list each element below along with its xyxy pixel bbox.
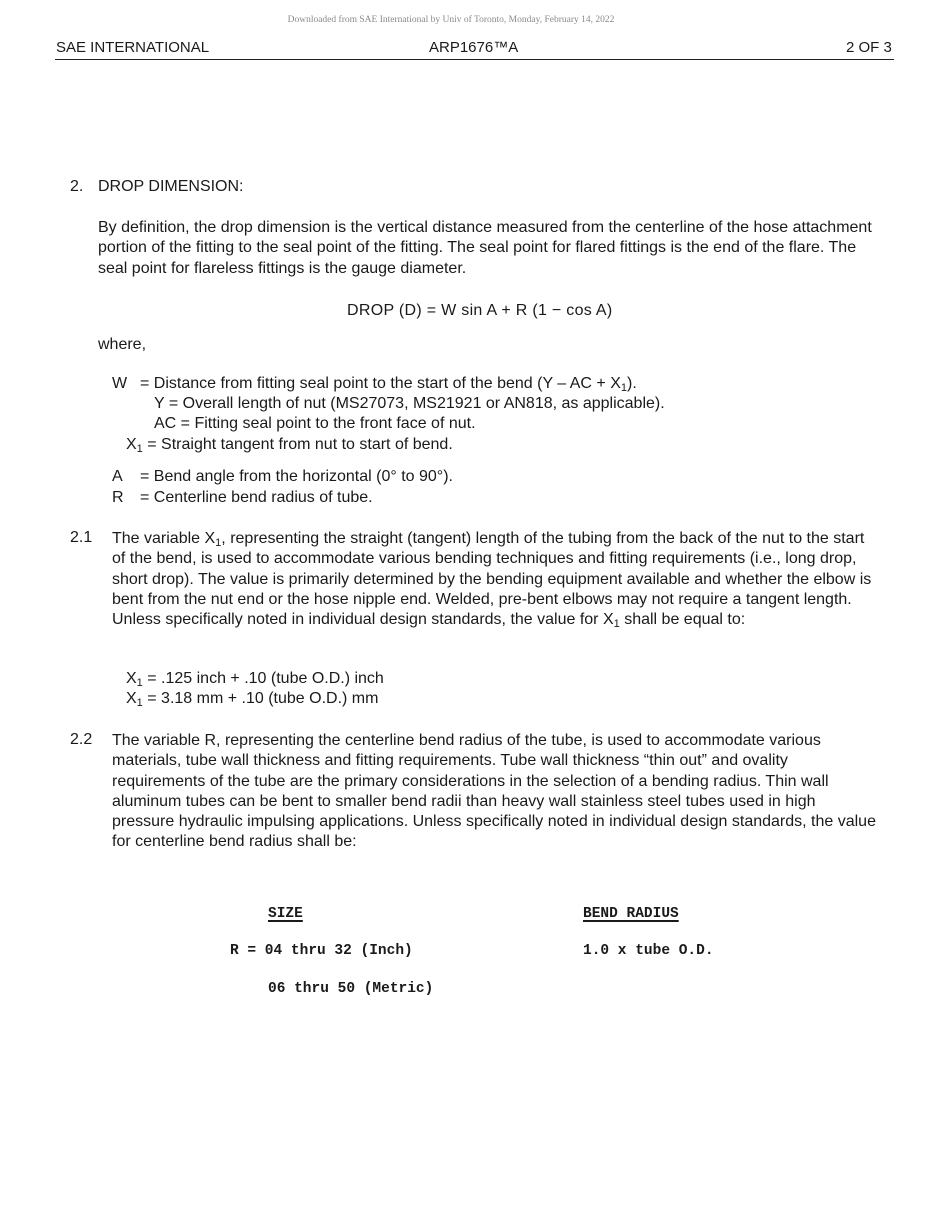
definition-paragraph: By definition, the drop dimension is the vertical distance measured from the centerline of the hose attachment portion of the fitting to the seal point of the fitting. The seal point for flared fittings is the end of the flare. The seal point for flareless fittings is the gauge diameter. — [98, 219, 872, 277]
def-r-symbol: R — [112, 489, 124, 506]
drop-formula: DROP (D) = W sin A + R (1 − cos A) — [347, 302, 613, 319]
subsection-2-1-paragraph: The variable $X_1$, representing the straight (tangent) length of the tubing from the back of the nut to the start of the bend, is used to accommodate various bending techniques and fitting requirements (i.e., long drop, short drop). The value is primarily determined by the bending equipment available and whether the elbow is bent from the nut end or the hose nipple end. Welded, pre-bent elbows may not require a tangent length. Unless specifically noted in individual design standards, the value for $X_1$ shall be equal to: — [112, 530, 872, 631]
table-row-inch-size: R = 04 thru 32 (Inch) — [230, 943, 413, 959]
section-number: 2. — [70, 178, 84, 195]
header-document-number: ARP1676™A — [429, 39, 519, 56]
def-r-text: = Centerline bend radius of tube. — [140, 489, 373, 506]
header-page-number: 2 OF 3 — [846, 39, 892, 56]
def-x1: $X_1$ = Straight tangent from nut to start of bend. — [126, 436, 453, 455]
subsection-2-1-number: 2.1 — [70, 529, 93, 546]
table-row-metric-size: 06 thru 50 (Metric) — [268, 981, 434, 997]
def-a-symbol: A — [112, 468, 123, 485]
header-organization: SAE INTERNATIONAL — [56, 39, 210, 56]
table-header-size: SIZE — [268, 906, 303, 922]
download-watermark: Downloaded from SAE International by Univ of Toronto, Monday, February 14, 2022 — [287, 15, 615, 25]
x1-mm-equation: $X_1 = 3.18$ mm + .10 (tube O.D.) mm — [126, 690, 379, 709]
section-title: DROP DIMENSION: — [98, 178, 244, 195]
subsection-2-2-paragraph: The variable R, representing the centerline bend radius of the tube, is used to accommodate various materials, tube wall thickness and fitting requirements. Tube wall thickness “thin out” and ovality requirements of the tube are the primary considerations in the selection of a bending radius. Thin wall aluminum tubes can be bent to smaller bend radii than heavy wall stainless steel tubes used in high pressure hydraulic impulsing applications. Unless specifically noted in individual design standards, the value for centerline bend radius shall be: — [112, 732, 876, 851]
def-y-text: Y = Overall length of nut (MS27073, MS21921 or AN818, as applicable). — [154, 395, 665, 412]
x1-inch-equation: $X_1 = .125$ inch + .10 (tube O.D.) inch — [126, 670, 384, 689]
table-header-bend-radius: BEND RADIUS — [583, 906, 679, 922]
def-a-text: = Bend angle from the horizontal (0° to 90°). — [140, 468, 453, 485]
def-w-symbol: W — [112, 375, 128, 392]
subsection-2-2-number: 2.2 — [70, 731, 93, 748]
table-row-inch-radius: 1.0 x tube O.D. — [583, 943, 714, 959]
where-label: where, — [98, 336, 147, 353]
header-rule — [55, 59, 894, 60]
def-w-text: = Distance from fitting seal point to the start of the bend (Y – AC + $X_1$). — [140, 375, 637, 394]
def-ac-text: AC = Fitting seal point to the front face of nut. — [154, 415, 476, 432]
